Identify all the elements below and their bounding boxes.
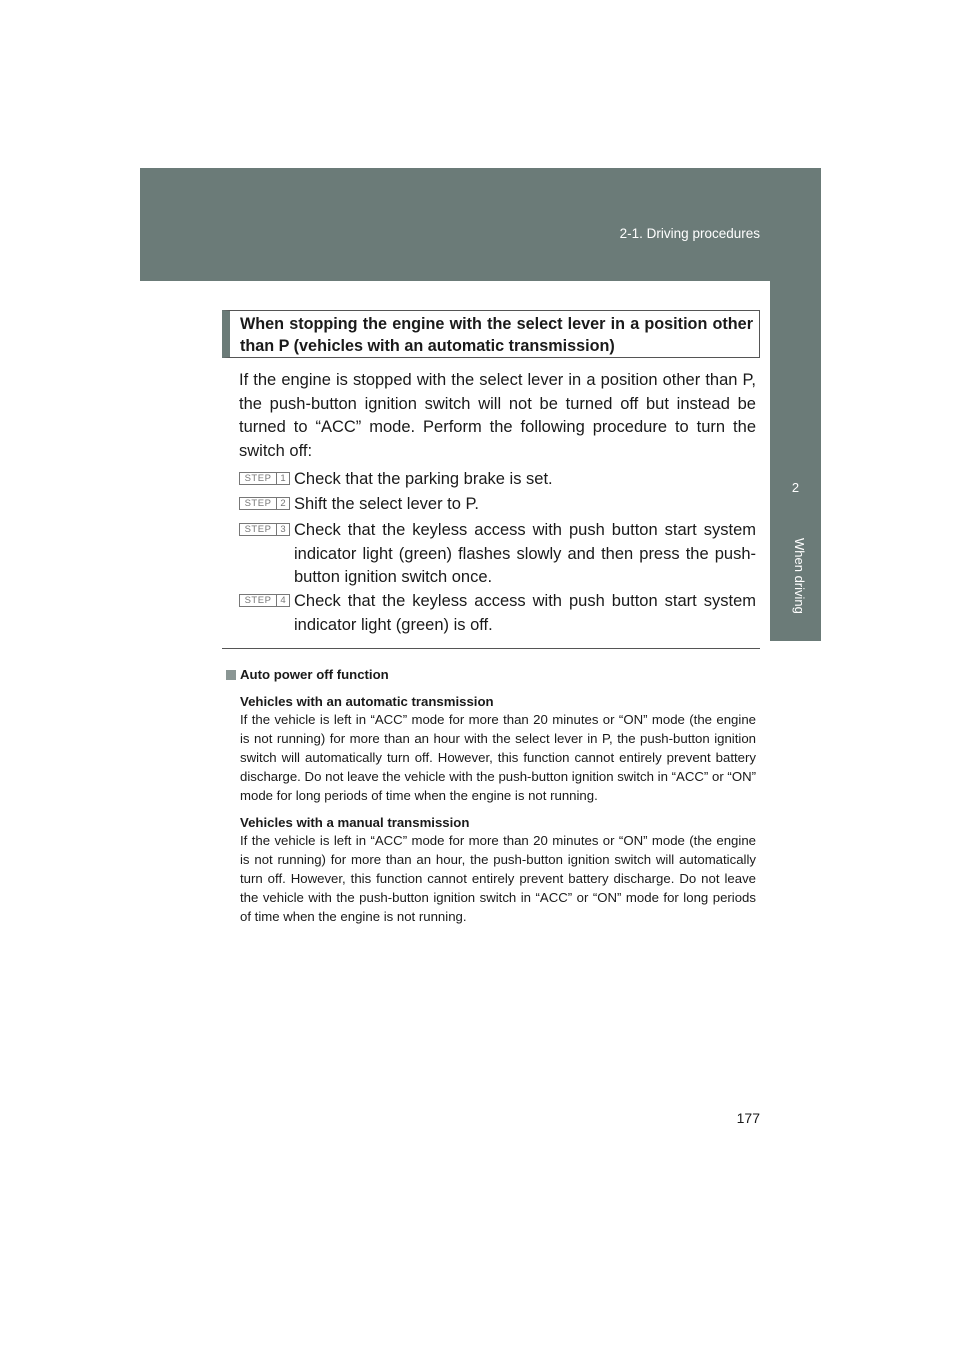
note-body: If the vehicle is left in “ACC” mode for more than 20 minutes or “ON” mode (the engine is not running) for more than an hour with the select lever in P, the push-button ignition switch will automatically turn off. However, this function cannot entirely prevent battery discharge. Do not leave the vehicle with the push-button ignition switch in “ACC” or “ON” mode for long periods of time when the engine is not running. bbox=[240, 712, 756, 803]
step-4 bbox=[239, 590, 756, 637]
step-badge-word: STEP bbox=[240, 498, 277, 509]
header-band bbox=[140, 168, 821, 281]
step-text: Check that the parking brake is set. bbox=[294, 470, 553, 488]
section-heading-box bbox=[222, 310, 760, 358]
chapter-number: 2 bbox=[770, 461, 821, 531]
step-badge bbox=[239, 497, 290, 510]
page-number: 177 bbox=[736, 1110, 760, 1126]
step-badge bbox=[239, 594, 290, 607]
step-3 bbox=[239, 519, 756, 590]
note-subtitle: Vehicles with a manual transmission bbox=[240, 815, 470, 830]
step-badge-word: STEP bbox=[240, 473, 277, 484]
step-badge bbox=[239, 472, 290, 485]
side-tab-upper bbox=[770, 281, 821, 461]
square-bullet-icon bbox=[226, 670, 236, 680]
note-body: If the vehicle is left in “ACC” mode for more than 20 minutes or “ON” mode (the engine is not running) for more than an hour, the push-button ignition switch will automatically turn off. However, this function cannot entirely prevent battery discharge. Do not leave the vehicle with the push-button ignition switch in “ACC” or “ON” mode for long periods of time when the engine is not running. bbox=[240, 833, 756, 924]
notes-title: Auto power off function bbox=[240, 667, 389, 682]
note-subtitle: Vehicles with an automatic transmission bbox=[240, 694, 494, 709]
intro-paragraph: If the engine is stopped with the select lever in a position other than P, the push-button ignition switch will not be turned off but instead be turned to “ACC” mode. Perform the following procedure to turn the switch off: bbox=[239, 371, 756, 460]
step-badge-number: 4 bbox=[280, 595, 286, 606]
step-text: Shift the select lever to P. bbox=[294, 495, 479, 513]
step-1 bbox=[239, 468, 756, 492]
step-badge-number: 2 bbox=[280, 498, 286, 509]
chapter-label: When driving bbox=[792, 538, 807, 614]
section-title: 2-1. Driving procedures bbox=[619, 226, 760, 241]
step-2 bbox=[239, 493, 756, 517]
section-heading: When stopping the engine with the select lever in a position other than P (vehicles with an automatic transmission) bbox=[240, 315, 753, 355]
step-badge-number: 3 bbox=[280, 524, 286, 535]
step-badge bbox=[239, 523, 290, 536]
divider bbox=[222, 648, 760, 649]
step-text: Check that the keyless access with push button start system indicator light (green) flashes slowly and then press the push-button ignition switch once. bbox=[294, 521, 756, 586]
step-badge-word: STEP bbox=[240, 524, 277, 535]
notes-title-row bbox=[226, 665, 756, 684]
step-badge-word: STEP bbox=[240, 595, 277, 606]
step-badge-number: 1 bbox=[280, 473, 286, 484]
step-text: Check that the keyless access with push button start system indicator light (green) is off. bbox=[294, 592, 756, 634]
notes-section bbox=[226, 665, 756, 926]
